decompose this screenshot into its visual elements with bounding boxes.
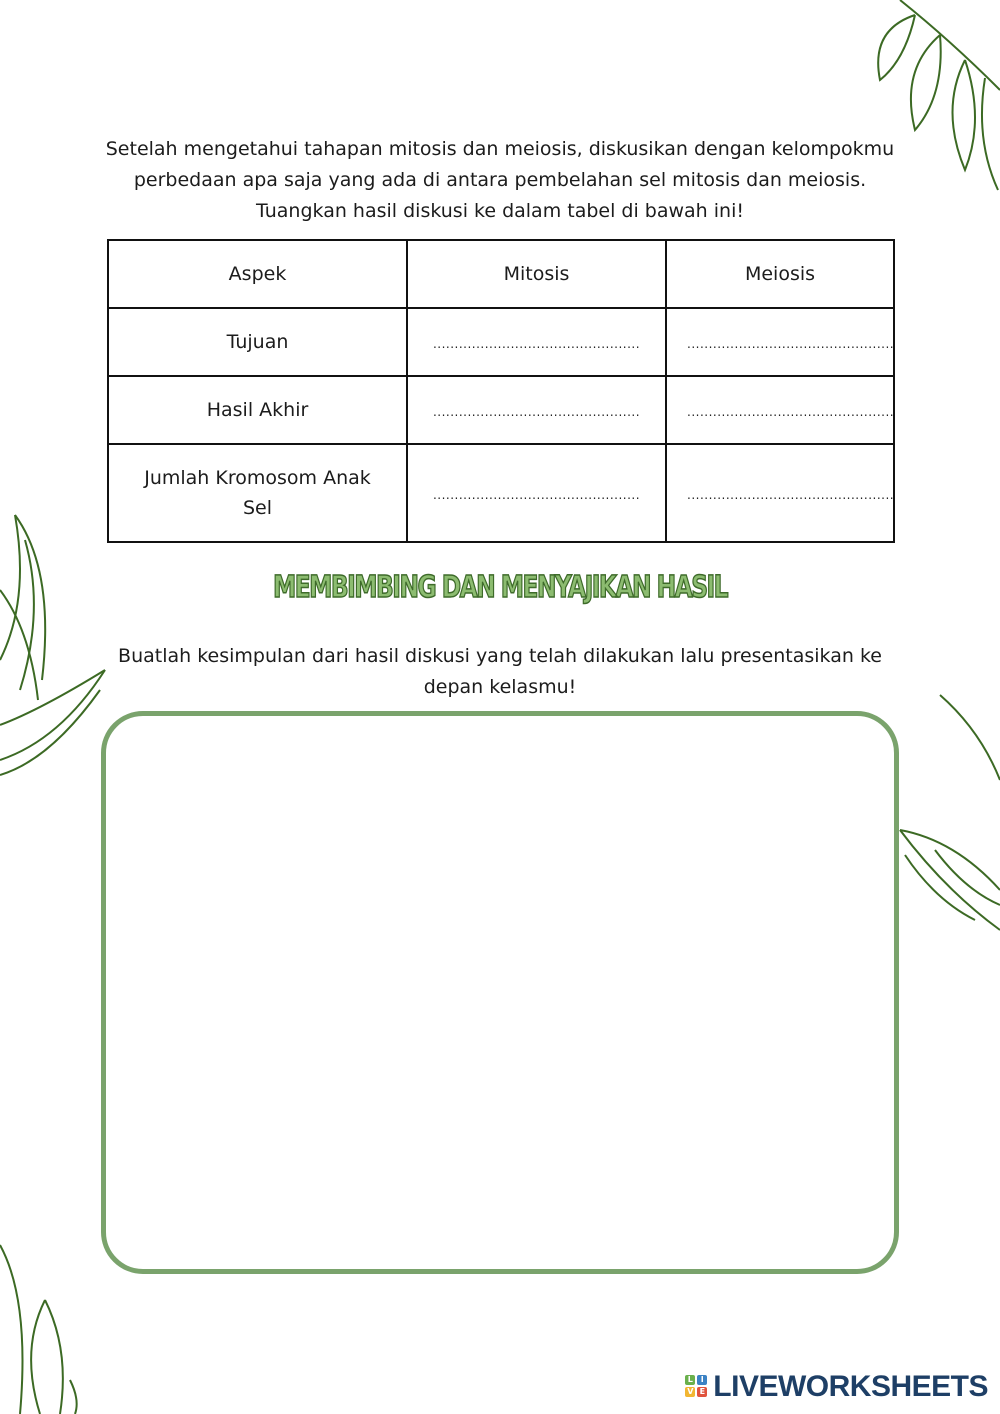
comparison-table	[107, 239, 895, 543]
section-title: MEMBIMBING DAN MENYAJIKAN HASIL	[272, 570, 727, 605]
header-mitosis: Mitosis	[407, 240, 666, 308]
answer-hasil-akhir-meiosis[interactable]	[666, 376, 894, 444]
answer-jumlah-kromosom-meiosis[interactable]	[666, 444, 894, 542]
blank-line: ................................................	[687, 337, 895, 351]
row-label-hasil-akhir: Hasil Akhir	[108, 376, 407, 444]
instruction-paragraph: Buatlah kesimpulan dari hasil diskusi yang telah dilakukan lalu presentasikan ke depan kelasmu!	[118, 645, 882, 698]
header-meiosis: Meiosis	[666, 240, 894, 308]
brand-name: LIVEWORKSHEETS	[713, 1370, 988, 1403]
answer-hasil-akhir-mitosis[interactable]	[407, 376, 666, 444]
brand-logo	[685, 1370, 988, 1404]
table-row	[108, 376, 894, 444]
answer-jumlah-kromosom-mitosis[interactable]	[407, 444, 666, 542]
row-label-jumlah-kromosom: Jumlah Kromosom Anak Sel	[108, 444, 407, 542]
blank-line: ................................................	[432, 337, 641, 351]
blank-line: ................................................	[432, 405, 641, 419]
answer-tujuan-meiosis[interactable]	[666, 308, 894, 376]
intro-paragraph: Setelah mengetahui tahapan mitosis dan meiosis, diskusikan dengan kelompokmu perbedaan apa saja yang ada di antara pembelahan sel mitosis dan meiosis. Tuangkan hasil diskusi ke dalam tabel di bawah ini!	[105, 138, 895, 222]
table-header-row	[108, 240, 894, 308]
leaf-decoration-left-icon	[0, 510, 110, 780]
leaf-decoration-bottom-left-icon	[0, 1240, 90, 1414]
answer-tujuan-mitosis[interactable]	[407, 308, 666, 376]
blank-line: ................................................	[432, 488, 641, 502]
conclusion-answer-box[interactable]	[101, 711, 899, 1274]
blank-line: ................................................	[687, 488, 895, 502]
table-row	[108, 444, 894, 542]
header-aspek: Aspek	[108, 240, 407, 308]
liveworksheets-logo-icon: L I V E	[685, 1375, 709, 1399]
row-label-tujuan: Tujuan	[108, 308, 407, 376]
table-row	[108, 308, 894, 376]
blank-line: ................................................	[687, 405, 895, 419]
leaf-decoration-right-icon	[895, 690, 1000, 940]
